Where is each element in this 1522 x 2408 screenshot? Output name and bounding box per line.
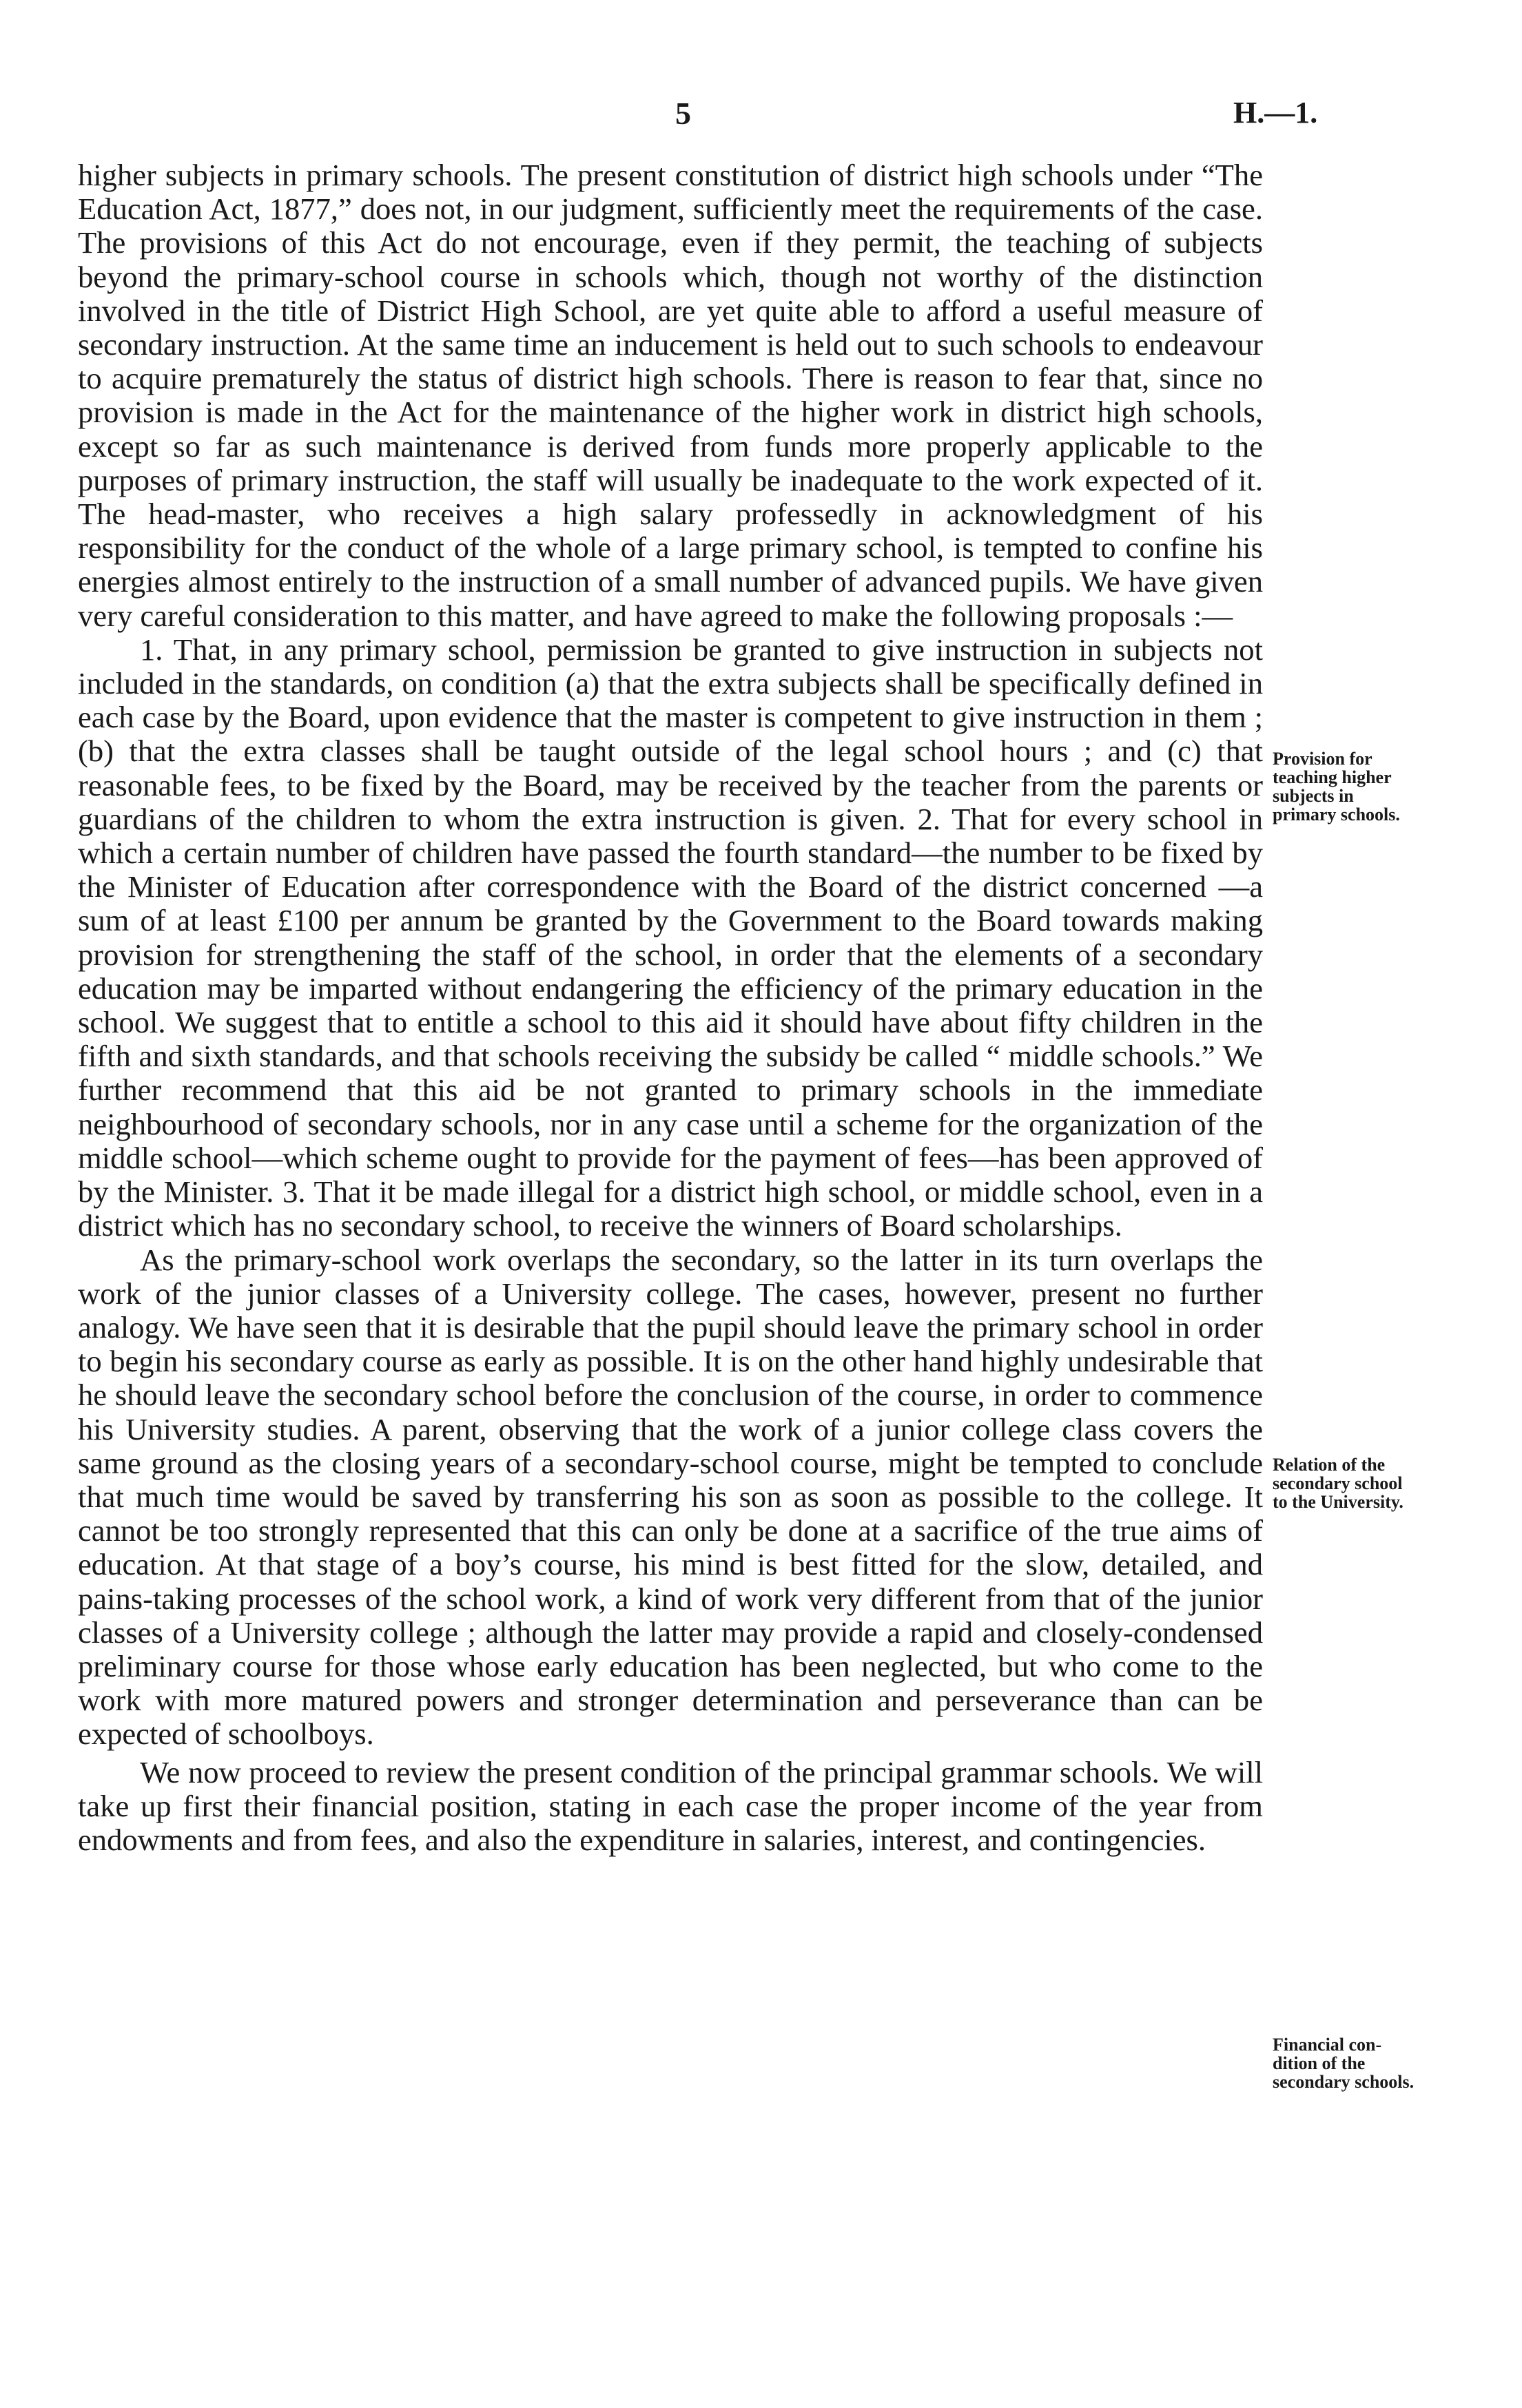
marginal-note-financial bbox=[1273, 2035, 1445, 2091]
marginal-note-line: secondary school bbox=[1273, 1473, 1403, 1493]
paragraph-higher-subjects: higher subjects in primary schools. The present constitution of district high schools under “The Education Act, 1877,” does not, in our judgment, sufficiently meet the requirements of the case. The provisions of this Act do not encourage, even if they permit, the teaching of subjects beyond the primary-school course in schools which, though not worthy of the distinction involved in the title of District High School, are yet quite able to afford a useful measure of secondary instruction. At the same time an inducement is held out to such schools to endeavour to acquire prematurely the status of district high schools. There is reason to fear that, since no provision is made in the Act for the maintenance of the higher work in district high schools, except so far as such maintenance is derived from funds more properly applicable to the purposes of primary instruction, the staff will usually be inadequate to the work expected of it. The head-master, who receives a high salary professedly in acknowledgment of his responsibility for the conduct of the whole of a large primary school, is tempted to confine his energies almost entirely to the instruction of a small number of advanced pupils. We have given very careful consideration to this matter, and have agreed to make the following proposals :— bbox=[78, 158, 1263, 633]
marginal-note-line: to the University. bbox=[1273, 1492, 1403, 1512]
marginal-note-line: teaching higher bbox=[1273, 767, 1392, 787]
marginal-note-provision bbox=[1273, 749, 1445, 824]
marginal-note-line: primary schools. bbox=[1273, 805, 1400, 824]
marginal-note-line: Relation of the bbox=[1273, 1455, 1386, 1475]
marginal-note-line: Provision for bbox=[1273, 749, 1372, 769]
marginal-note-line: subjects in bbox=[1273, 786, 1354, 806]
paragraph-proposals: 1. That, in any primary school, permission be granted to give instruction in subjects not included in the standards, on condition (a) that the extra subjects shall be specifically defined in each case by the Board, upon evidence that the master is competent to give instruction in them ; (b) that the extra classes shall be taught outside of the legal school hours ; and (c) that reasonable fees, to be fixed by the Board, may be received by the teacher from the parents or guardians of the children to whom the extra instruction is given. 2. That for every school in which a certain number of children have passed the fourth standard—the number to be fixed by the Minister of Education after correspondence with the Board of the district concerned —a sum of at least £100 per annum be granted by the Government to the Board towards making provision for strengthening the staff of the school, in order that the elements of a secondary education may be imparted without endangering the efficiency of the primary education in the school. We suggest that to entitle a school to this aid it should have about fifty children in the fifth and sixth standards, and that schools receiving the subsidy be called “ middle schools.” We further recommend that this aid be not granted to primary schools in the immediate neighbourhood of secondary schools, nor in any case until a scheme for the organization of the middle school—which scheme ought to provide for the payment of fees—has been approved of by the Minister. 3. That it be made illegal for a district high school, or middle school, even in a district which has no secondary school, to receive the winners of Board scholarships. bbox=[78, 632, 1263, 1243]
marginal-note-line: Financial con- bbox=[1273, 2035, 1382, 2055]
paragraph-financial-review: We now proceed to review the present condition of the principal grammar schools. We will take up first their financial position, stating in each case the proper income of the year from endowments and from fees, and also the expenditure in salaries, interest, and contingencies. bbox=[78, 1754, 1263, 1857]
paragraph-university-relation: As the primary-school work overlaps the secondary, so the latter in its turn overlaps the work of the junior classes of a University college. The cases, however, present no further analogy. We have seen that it is desirable that the pupil should leave the primary school in order to begin his secondary course as early as possible. It is on the other hand highly undesirable that he should leave the secondary school before the conclusion of the course, in order to commence his University studies. A parent, observing that the work of a junior college class covers the same ground as the closing years of a secondary-school course, might be tempted to conclude that much time would be saved by transferring his son as soon as possible to the college. It cannot be too strongly represented that this can only be done at a sacrifice of the true aims of education. At that stage of a boy’s course, his mind is best fitted for the slow, detailed, and pains-taking processes of the school work, a kind of work very different from that of the junior classes of a University college ; although the latter may provide a rapid and closely-condensed preliminary course for those whose early education has been neglected, but who come to the work with more matured powers and stronger determination and perseverance than can be expected of schoolboys. bbox=[78, 1242, 1263, 1752]
document-code: H.—1. bbox=[1233, 96, 1318, 129]
page-number: 5 bbox=[675, 96, 691, 131]
marginal-note-relation bbox=[1273, 1455, 1445, 1511]
body-text bbox=[78, 158, 1263, 1857]
marginal-note-line: dition of the bbox=[1273, 2053, 1366, 2073]
marginal-note-line: secondary schools. bbox=[1273, 2072, 1415, 2092]
